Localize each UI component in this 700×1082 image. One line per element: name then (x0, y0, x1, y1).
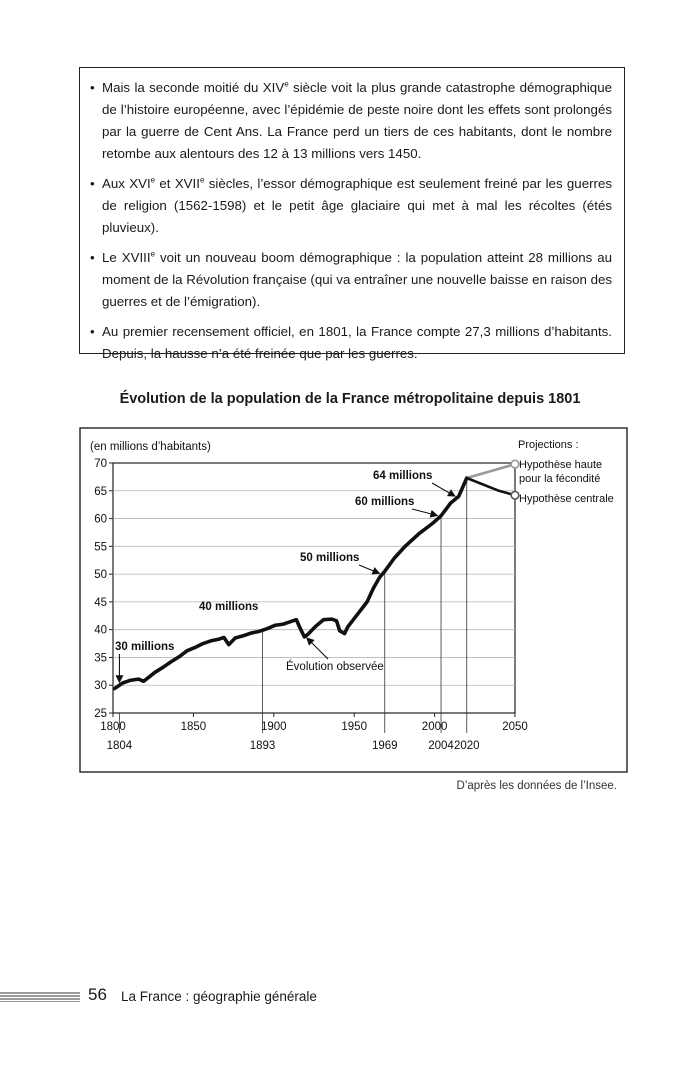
x-tick-label: 1950 (341, 721, 367, 733)
annotation-30-millions: 30 millions (115, 641, 175, 653)
bullet-text: voit un nouveau boom démographique : la population atteint 28 millions au moment de la Révolution française (qui va entraîner une nouvelle baisse en raison des guerres et de l’émigration). (102, 250, 613, 309)
bullet-text: siècle voit la plus grande catastrophe démographique de l’histoire européenne, avec l’épidémie de peste noire dont les effets sont prolongés par la guerre de Cent Ans. La France perd un tiers de ces habitants, dont le nombre retombe aux alentours des 12 à 13 millions vers 1450. (102, 80, 612, 161)
y-tick-label: 45 (94, 596, 107, 609)
projection-high-label-line2: pour la fécondité (519, 473, 601, 485)
book-title: La France : géographie générale (121, 989, 317, 1004)
y-tick-label: 60 (94, 513, 107, 526)
annotation-60-millions: 60 millions (355, 496, 415, 508)
chart-title: Évolution de la population de la France métropolitaine depuis 1801 (119, 391, 581, 407)
x-secondary-tick-label: 2004 (428, 740, 454, 752)
y-tick-label: 25 (94, 708, 107, 720)
x-secondary-tick-label: 1893 (249, 740, 276, 752)
y-tick-label: 70 (94, 458, 107, 470)
projection-end-marker (511, 491, 519, 499)
bullet-text: Aux XVI (102, 176, 151, 191)
x-secondary-tick-label: 1804 (106, 740, 133, 752)
bullet-text: Au premier recensement officiel, en 1801, la France compte 27,3 millions d’habitants. Depuis, la hausse n’a été freinée que par les guerres. (102, 324, 612, 361)
x-tick-label: 2050 (502, 721, 528, 733)
y-tick-label: 30 (94, 680, 107, 693)
y-tick-label: 40 (94, 624, 107, 637)
footer-decoration (0, 992, 80, 1002)
y-tick-label: 35 (94, 652, 107, 665)
source-note: D’après les données de l’Insee. (456, 780, 617, 792)
x-tick-label: 1900 (261, 721, 287, 733)
y-tick-label: 50 (94, 569, 107, 582)
projections-label: Projections : (518, 439, 579, 451)
annotation-40-millions: 40 millions (199, 601, 259, 613)
annotation-64-millions: 64 millions (373, 470, 433, 482)
projection-central-label: Hypothèse centrale (519, 493, 614, 505)
y-axis-label: (en millions d’habitants) (90, 441, 211, 453)
x-tick-label: 2000 (421, 721, 448, 733)
x-tick-label: 1800 (100, 721, 126, 733)
bullet-superscript: e (150, 175, 156, 185)
bullet-text: Le XVIII (102, 250, 151, 265)
projection-end-marker (511, 460, 519, 468)
page-number: 56 (88, 985, 107, 1004)
annotation-50-millions: 50 millions (300, 552, 360, 564)
y-tick-label: 65 (94, 485, 107, 498)
projection-high-label-line1: Hypothèse haute (519, 459, 603, 471)
annotation-observed-evolution: Évolution observée (286, 661, 384, 673)
bullet-text: et XVII (155, 176, 200, 191)
x-secondary-tick-label: 2020 (453, 740, 480, 752)
bullet-superscript: e (199, 175, 205, 185)
x-tick-label: 1850 (180, 721, 207, 733)
bullet-superscript: e (150, 249, 156, 259)
bullet-superscript: e (284, 79, 289, 89)
y-tick-label: 55 (94, 541, 107, 554)
bullet-text: Mais la seconde moitié du XIV (102, 80, 285, 95)
bullet-text: siècles, l’essor démographique est seulement freiné par les guerres de religion (1562-1598) et le petit âge glaciaire qui met à mal les récoltes (étés pluvieux). (102, 176, 612, 235)
x-secondary-tick-label: 1969 (371, 740, 398, 752)
